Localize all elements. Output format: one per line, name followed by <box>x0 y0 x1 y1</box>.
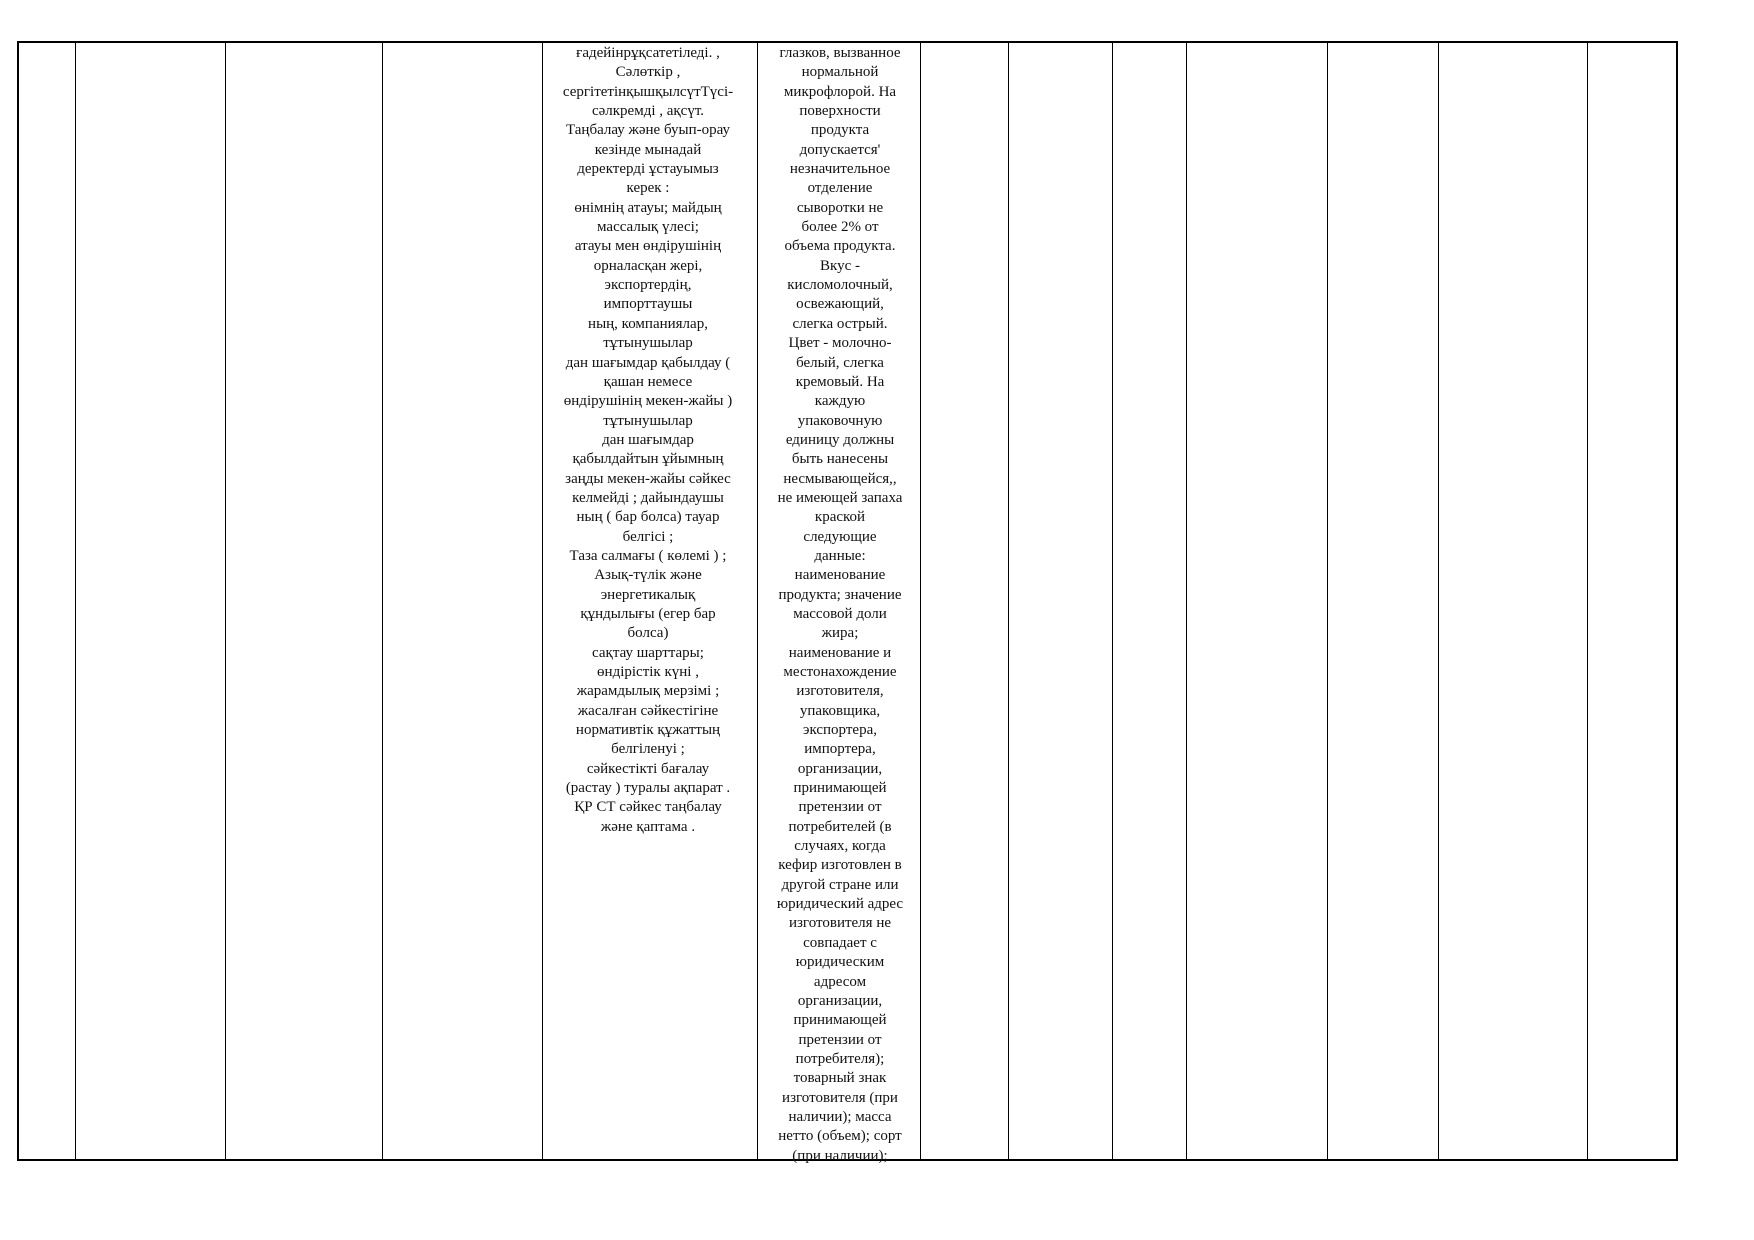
column-divider <box>1112 41 1113 1161</box>
column-divider <box>1327 41 1328 1161</box>
column-divider <box>1438 41 1439 1161</box>
column-divider <box>382 41 383 1161</box>
column-divider <box>1008 41 1009 1161</box>
column-divider <box>1587 41 1588 1161</box>
column-divider <box>1186 41 1187 1161</box>
column-divider <box>757 41 758 1161</box>
column-divider <box>542 41 543 1161</box>
column-divider <box>225 41 226 1161</box>
table-cell-russian-text: глазков, вызванное нормальной микрофлорой. На поверхности продукта допускается' незначительное отделение сыворотки не более 2% от объема продукта. Вкус - кисломолочный, освежающий, слегка острый. Цвет - молочно- белый, слегка кремовый. На каждую упаковочную единицу должны быть нанесены несмывающейся,, не имеющей запаха краской следующие данные: наименование продукта; значение массовой доли жира; наименование и местонахождение изготовителя, упаковщика, экспортера, импортера, организации, принимающей претензии от потребителей (в случаях, когда кефир изготовлен в другой стране или юридический адрес изготовителя не совпадает с юридическим адресом организации, принимающей претензии от потребителя); товарный знак изготовителя (при наличии); масса нетто (объем); сорт (при наличии); <box>776 45 904 1164</box>
table-cell-kazakh-text: ғадейінрұқсатетіледі. , Сәлөткір , сергітетінқышқылсүтТүсі- сәлкремді , ақсүт. Таңбалау және буып-орау кезінде мынадай деректерді ұстауымыз керек : өнімнің атауы; майдың массалық үлесі; атауы мен өндірушінің орналасқан жері, экспортердің, импорттаушы ның, компаниялар, тұтынушылар дан шағымдар қабылдау ( қашан немесе өндірушінің мекен-жайы ) тұтынушылар дан шағымдар қабылдайтын ұйымның заңды мекен-жайы сәйкес келмейді ; дайындаушы ның ( бар болса) тауар белгісі ; Таза салмағы ( көлемі ) ; Азық-түлік және энергетикалық құндылығы (егер бар болса) сақтау шарттары; өндірістік күні , жарамдылық мерзімі ; жасалған сәйкестігіне нормативтік құжаттың белгіленуі ; сәйкестікті бағалау (растау ) туралы ақпарат . ҚР СТ сәйкес таңбалау және қаптама . <box>562 45 734 835</box>
column-divider <box>920 41 921 1161</box>
column-divider <box>75 41 76 1161</box>
